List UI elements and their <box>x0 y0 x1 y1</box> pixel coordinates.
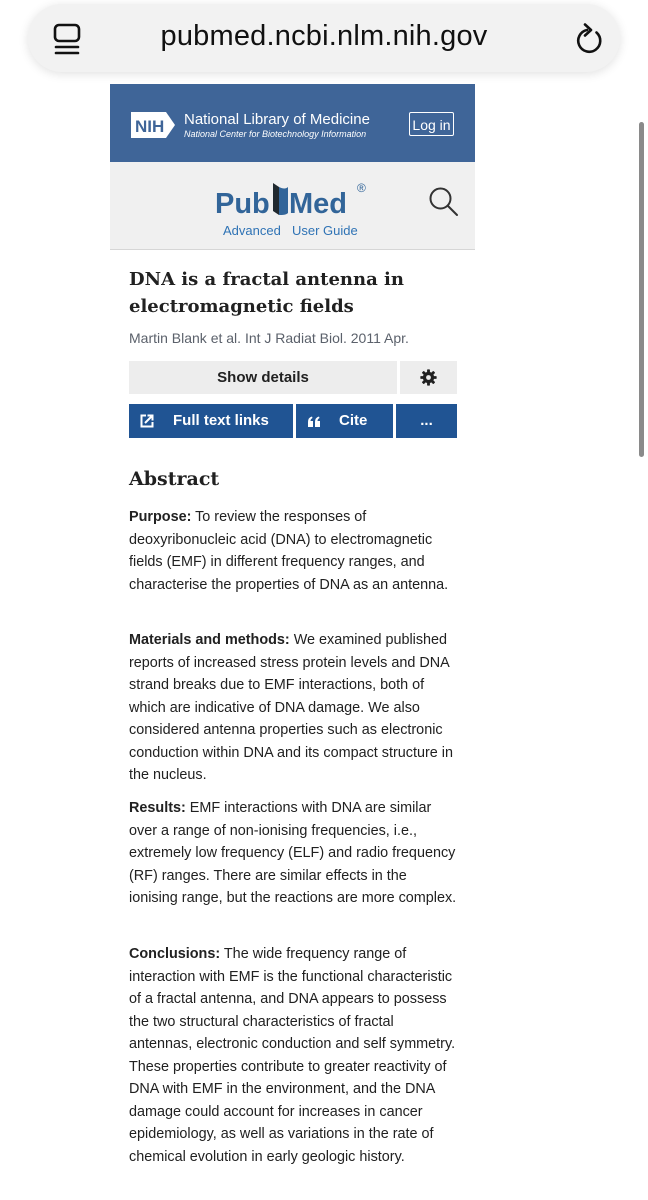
advanced-link[interactable]: Advanced <box>223 223 281 238</box>
abstract-purpose-label: Purpose: <box>129 509 192 525</box>
nih-badge-text: NIH <box>135 117 165 136</box>
page-scrollbar[interactable] <box>639 122 644 457</box>
cite-label: Cite <box>339 412 368 429</box>
book-mark-icon <box>273 183 279 215</box>
abstract-conclusions-text: The wide frequency range of interaction with EMF is the functional characteristic of a fractal antenna, and DNA appears to possess the two structural characteristics of fractal antennas, electronic conduction and self symmetry. These properties contribute to greater reactivity of DNA with EMF in the environment, and the DNA damage could account for increases in cancer epidemiology, as well as variations in the rate of chemical evolution in early geologic history. <box>129 946 456 1165</box>
cite-button[interactable] <box>296 404 393 438</box>
show-details-button[interactable]: Show details <box>129 361 397 394</box>
book-page-icon <box>279 187 288 215</box>
nlm-title[interactable]: National Library of Medicine <box>184 111 370 128</box>
pubmed-logo-med: Med <box>289 188 347 220</box>
url-text[interactable]: pubmed.ncbi.nlm.nih.gov <box>160 20 488 52</box>
abstract-results <box>129 797 459 910</box>
registered-mark: ® <box>357 181 366 195</box>
more-actions-button[interactable]: ... <box>396 404 457 438</box>
abstract-results-text: EMF interactions with DNA are similar over a range of non-ionising frequencies, i.e., extremely low frequency (ELF) and radio frequency (RF) ranges. There are similar effects in the ionising range, but the reactions are more complex. <box>129 800 457 906</box>
full-text-links-label: Full text links <box>173 412 269 429</box>
article-title: DNA is a fractal antenna in electromagnetic fields <box>129 269 404 317</box>
external-link-icon <box>140 414 154 428</box>
abstract-purpose <box>129 506 459 596</box>
login-button[interactable]: Log in <box>409 112 454 136</box>
search-icon[interactable] <box>428 186 460 218</box>
abstract-methods <box>129 629 459 787</box>
abstract-heading: Abstract <box>129 468 220 490</box>
full-text-links-button[interactable] <box>129 404 293 438</box>
abstract-methods-label: Materials and methods: <box>129 632 290 648</box>
abstract-conclusions-label: Conclusions: <box>129 946 221 962</box>
reload-icon[interactable] <box>574 23 604 55</box>
abstract-conclusions <box>129 943 459 1168</box>
address-bar[interactable] <box>28 4 620 72</box>
pubmed-logo-pub: Pub <box>215 188 270 220</box>
quote-icon <box>307 416 321 427</box>
nlm-subtitle: National Center for Biotechnology Information <box>184 129 367 139</box>
nih-logo-icon[interactable] <box>130 111 176 139</box>
article-citation: Martin Blank et al. Int J Radiat Biol. 2011 Apr. <box>129 330 409 346</box>
abstract-results-label: Results: <box>129 800 186 816</box>
user-guide-link[interactable]: User Guide <box>292 223 358 238</box>
gear-icon <box>420 369 437 386</box>
display-options-button[interactable] <box>400 361 457 394</box>
abstract-purpose-text: To review the responses of deoxyribonucleic acid (DNA) to electromagnetic fields (EMF) in different frequency ranges, and characterise the properties of DNA as an antenna. <box>129 509 449 593</box>
abstract-methods-text: We examined published reports of increased stress protein levels and DNA strand breaks due to EMF interactions, both of which are indicative of DNA damage. We also considered antenna properties such as electronic conduction within DNA and its compact structure in the nucleus. <box>129 632 453 783</box>
pubmed-logo[interactable] <box>213 178 375 224</box>
